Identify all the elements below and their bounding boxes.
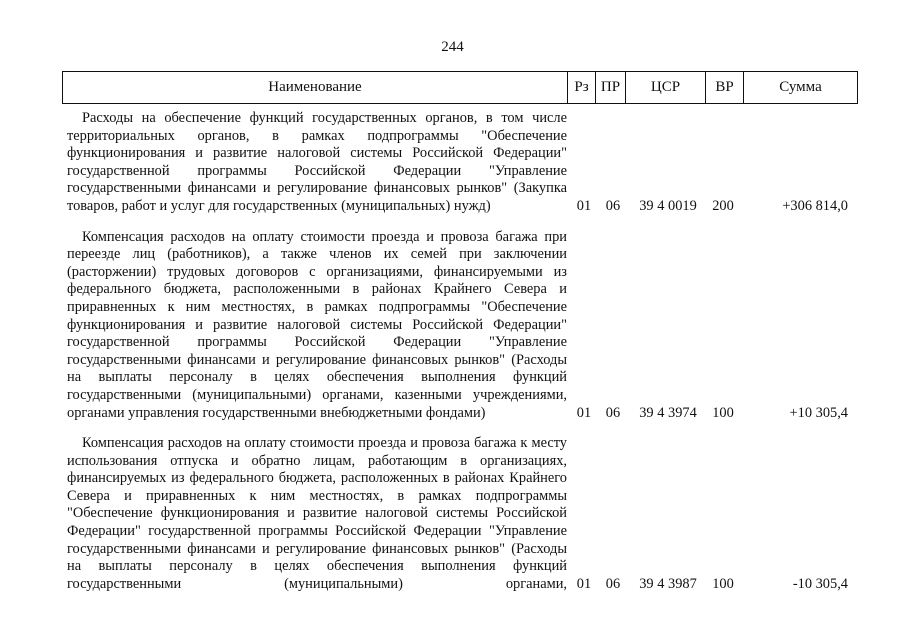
header-row xyxy=(63,72,858,104)
row-vr: 200 xyxy=(712,197,734,214)
header-vr: ВР xyxy=(706,72,744,104)
table-body xyxy=(62,110,857,606)
row-rz: 01 xyxy=(576,197,592,214)
table-row xyxy=(62,229,857,423)
header-sum: Сумма xyxy=(744,72,858,104)
page-number: 244 xyxy=(441,39,464,55)
row-name: Компенсация расходов на оплату стоимости проезда и провоза багажа при переезде лиц (работников), а также членов их семей при заключении (расторжении) трудовых договоров с организациями, финансируемыми из федерального бюджета, расположенными в районах Крайнего Севера и приравненных к ним местностях, в рамках подпрограммы "Обеспечение функционирования и развитие налоговой системы Российской Федерации" государственной программы Российской Федерации "Управление государственными финансами и регулирование финансовых рынков" (Расходы на выплаты персоналу в целях обеспечения выполнения функций государственными (муниципальными) органами, казенными учреждениями, органами управления государственными внебюджетными фондами) xyxy=(67,228,567,421)
row-vr: 100 xyxy=(712,575,734,592)
row-pr: 06 xyxy=(605,575,621,592)
row-sum: -10 305,4 xyxy=(792,575,848,592)
header-csr: ЦСР xyxy=(626,72,706,104)
row-name: Компенсация расходов на оплату стоимости проезда и провоза багажа к месту использования отпуска и обратно лицам, работающим в организациях, финансируемых из федерального бюджета, расположенных в районах Крайнего Севера и приравненных к ним местностях, в рамках подпрограммы "Обеспечение функционирования и развитие налоговой системы Российской Федерации" государственной программы Российской Федерации "Управление государственными финансами и регулирование финансовых рынков" (Расходы на выплаты персоналу в целях обеспечения выполнения функций государственными (муниципальными) органами, xyxy=(67,435,567,592)
row-sum: +306 814,0 xyxy=(782,197,848,214)
table-header xyxy=(62,71,858,104)
table-row xyxy=(62,435,857,593)
row-vr: 100 xyxy=(712,404,734,421)
row-csr: 39 4 3987 xyxy=(639,575,697,592)
row-csr: 39 4 3974 xyxy=(639,404,697,421)
table-row xyxy=(62,110,857,216)
row-csr: 39 4 0019 xyxy=(639,197,697,214)
row-rz: 01 xyxy=(576,575,592,592)
row-pr: 06 xyxy=(605,197,621,214)
row-sum: +10 305,4 xyxy=(789,404,848,421)
row-name: Расходы на обеспечение функций государственных органов, в том числе территориальных органов, в рамках подпрограммы "Обеспечение функционирования и развитие налоговой системы Российской Федерации" государственной программы Российской Федерации "Управление государственными финансами и регулирование финансовых рынков" (Закупка товаров, работ и услуг для государственных (муниципальных) нужд) xyxy=(67,110,567,214)
header-pr: ПР xyxy=(596,72,626,104)
header-name: Наименование xyxy=(63,72,568,104)
header-rz: Рз xyxy=(568,72,596,104)
row-pr: 06 xyxy=(605,404,621,421)
row-rz: 01 xyxy=(576,404,592,421)
